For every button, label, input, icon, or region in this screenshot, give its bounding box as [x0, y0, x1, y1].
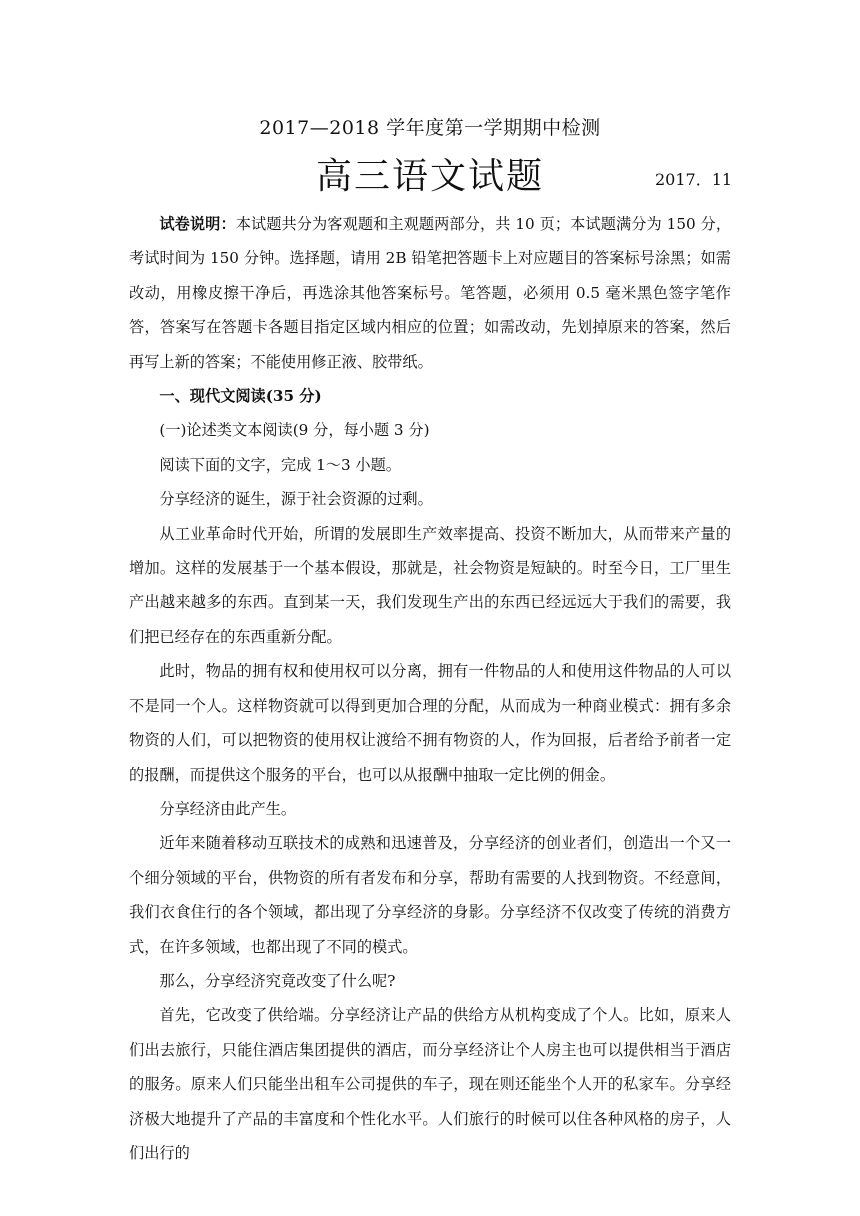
- passage-paragraph: 那么，分享经济究竟改变了什么呢?: [159, 971, 396, 990]
- instructions-label: 试卷说明：: [159, 215, 236, 233]
- passage-paragraph: 分享经济的诞生，源于社会资源的过剩。: [159, 490, 433, 509]
- passage-paragraph: 此时，物品的拥有权和使用权可以分离，拥有一件物品的人和使用这件物品的人可以不是同一个人。这样物资就可以得到更加合理的分配，从而成为一种商业模式：拥有多余物资的人们，可以把物资的使用权让渡给不拥有物资的人，作为回报，后者给予前者一定的报酬，而提供这个服务的平台，也可以从报酬中抽取一定比例的佣金。: [129, 662, 731, 784]
- section-subheading: (一)论述类文本阅读(9 分，每小题 3 分): [159, 421, 430, 440]
- exam-term-line: 2017—2018 学年度第一学期期中检测: [259, 117, 601, 139]
- reading-prompt: 阅读下面的文字，完成 1～3 小题。: [159, 455, 401, 474]
- passage-paragraph: 从工业革命时代开始，所谓的发展即生产效率提高、投资不断加大，从而带来产量的增加。这样的发展基于一个基本假设，那就是，社会物资是短缺的。时至今日，工厂里生产出越来越多的东西。直到某一天，我们发现生产出的东西已经远远大于我们的需要，我们把已经存在的东西重新分配。: [129, 524, 731, 646]
- page-title: 高三语文试题: [315, 156, 544, 197]
- passage-paragraph: 近年来随着移动互联技术的成熟和迅速普及，分享经济的创业者们，创造出一个又一个细分领域的平台，供物资的所有者发布和分享，帮助有需要的人找到物资。不经意间，我们衣食住行的各个领域，都出现了分享经济的身影。分享经济不仅改变了传统的消费方式，在许多领域，也都出现了不同的模式。: [129, 834, 731, 956]
- exam-date: 2017．11: [655, 170, 733, 189]
- exam-body: [129, 207, 731, 1170]
- passage-paragraph: 首先，它改变了供给端。分享经济让产品的供给方从机构变成了个人。比如，原来人们出去旅行，只能住酒店集团提供的酒店，而分享经济让个人房主也可以提供相当于酒店的服务。原来人们只能坐出租车公司提供的车子，现在则还能坐个人开的私家车。分享经济极大地提升了产品的丰富度和个性化水平。人们旅行的时候可以住各种风格的房子，人们出行的: [129, 1006, 731, 1162]
- section-heading: 一、现代文阅读(35 分): [159, 387, 322, 406]
- instructions-text: 本试题共分为客观题和主观题两部分，共 10 页；本试题满分为 150 分，考试时间为 150 分钟。选择题，请用 2B 铅笔把答题卡上对应题目的答案标号涂黑；如需改动，用橡皮擦干净后，再选涂其他答案标号。笔答题，必须用 0.5 毫米黑色签字笔作答，答案写在答题卡各题目指定区域内相应的位置；如需改动，先划掉原来的答案，然后再写上新的答案；不能使用修正液、胶带纸。: [129, 215, 732, 371]
- passage-paragraph: 分享经济由此产生。: [159, 799, 297, 818]
- instructions-paragraph: [129, 207, 731, 379]
